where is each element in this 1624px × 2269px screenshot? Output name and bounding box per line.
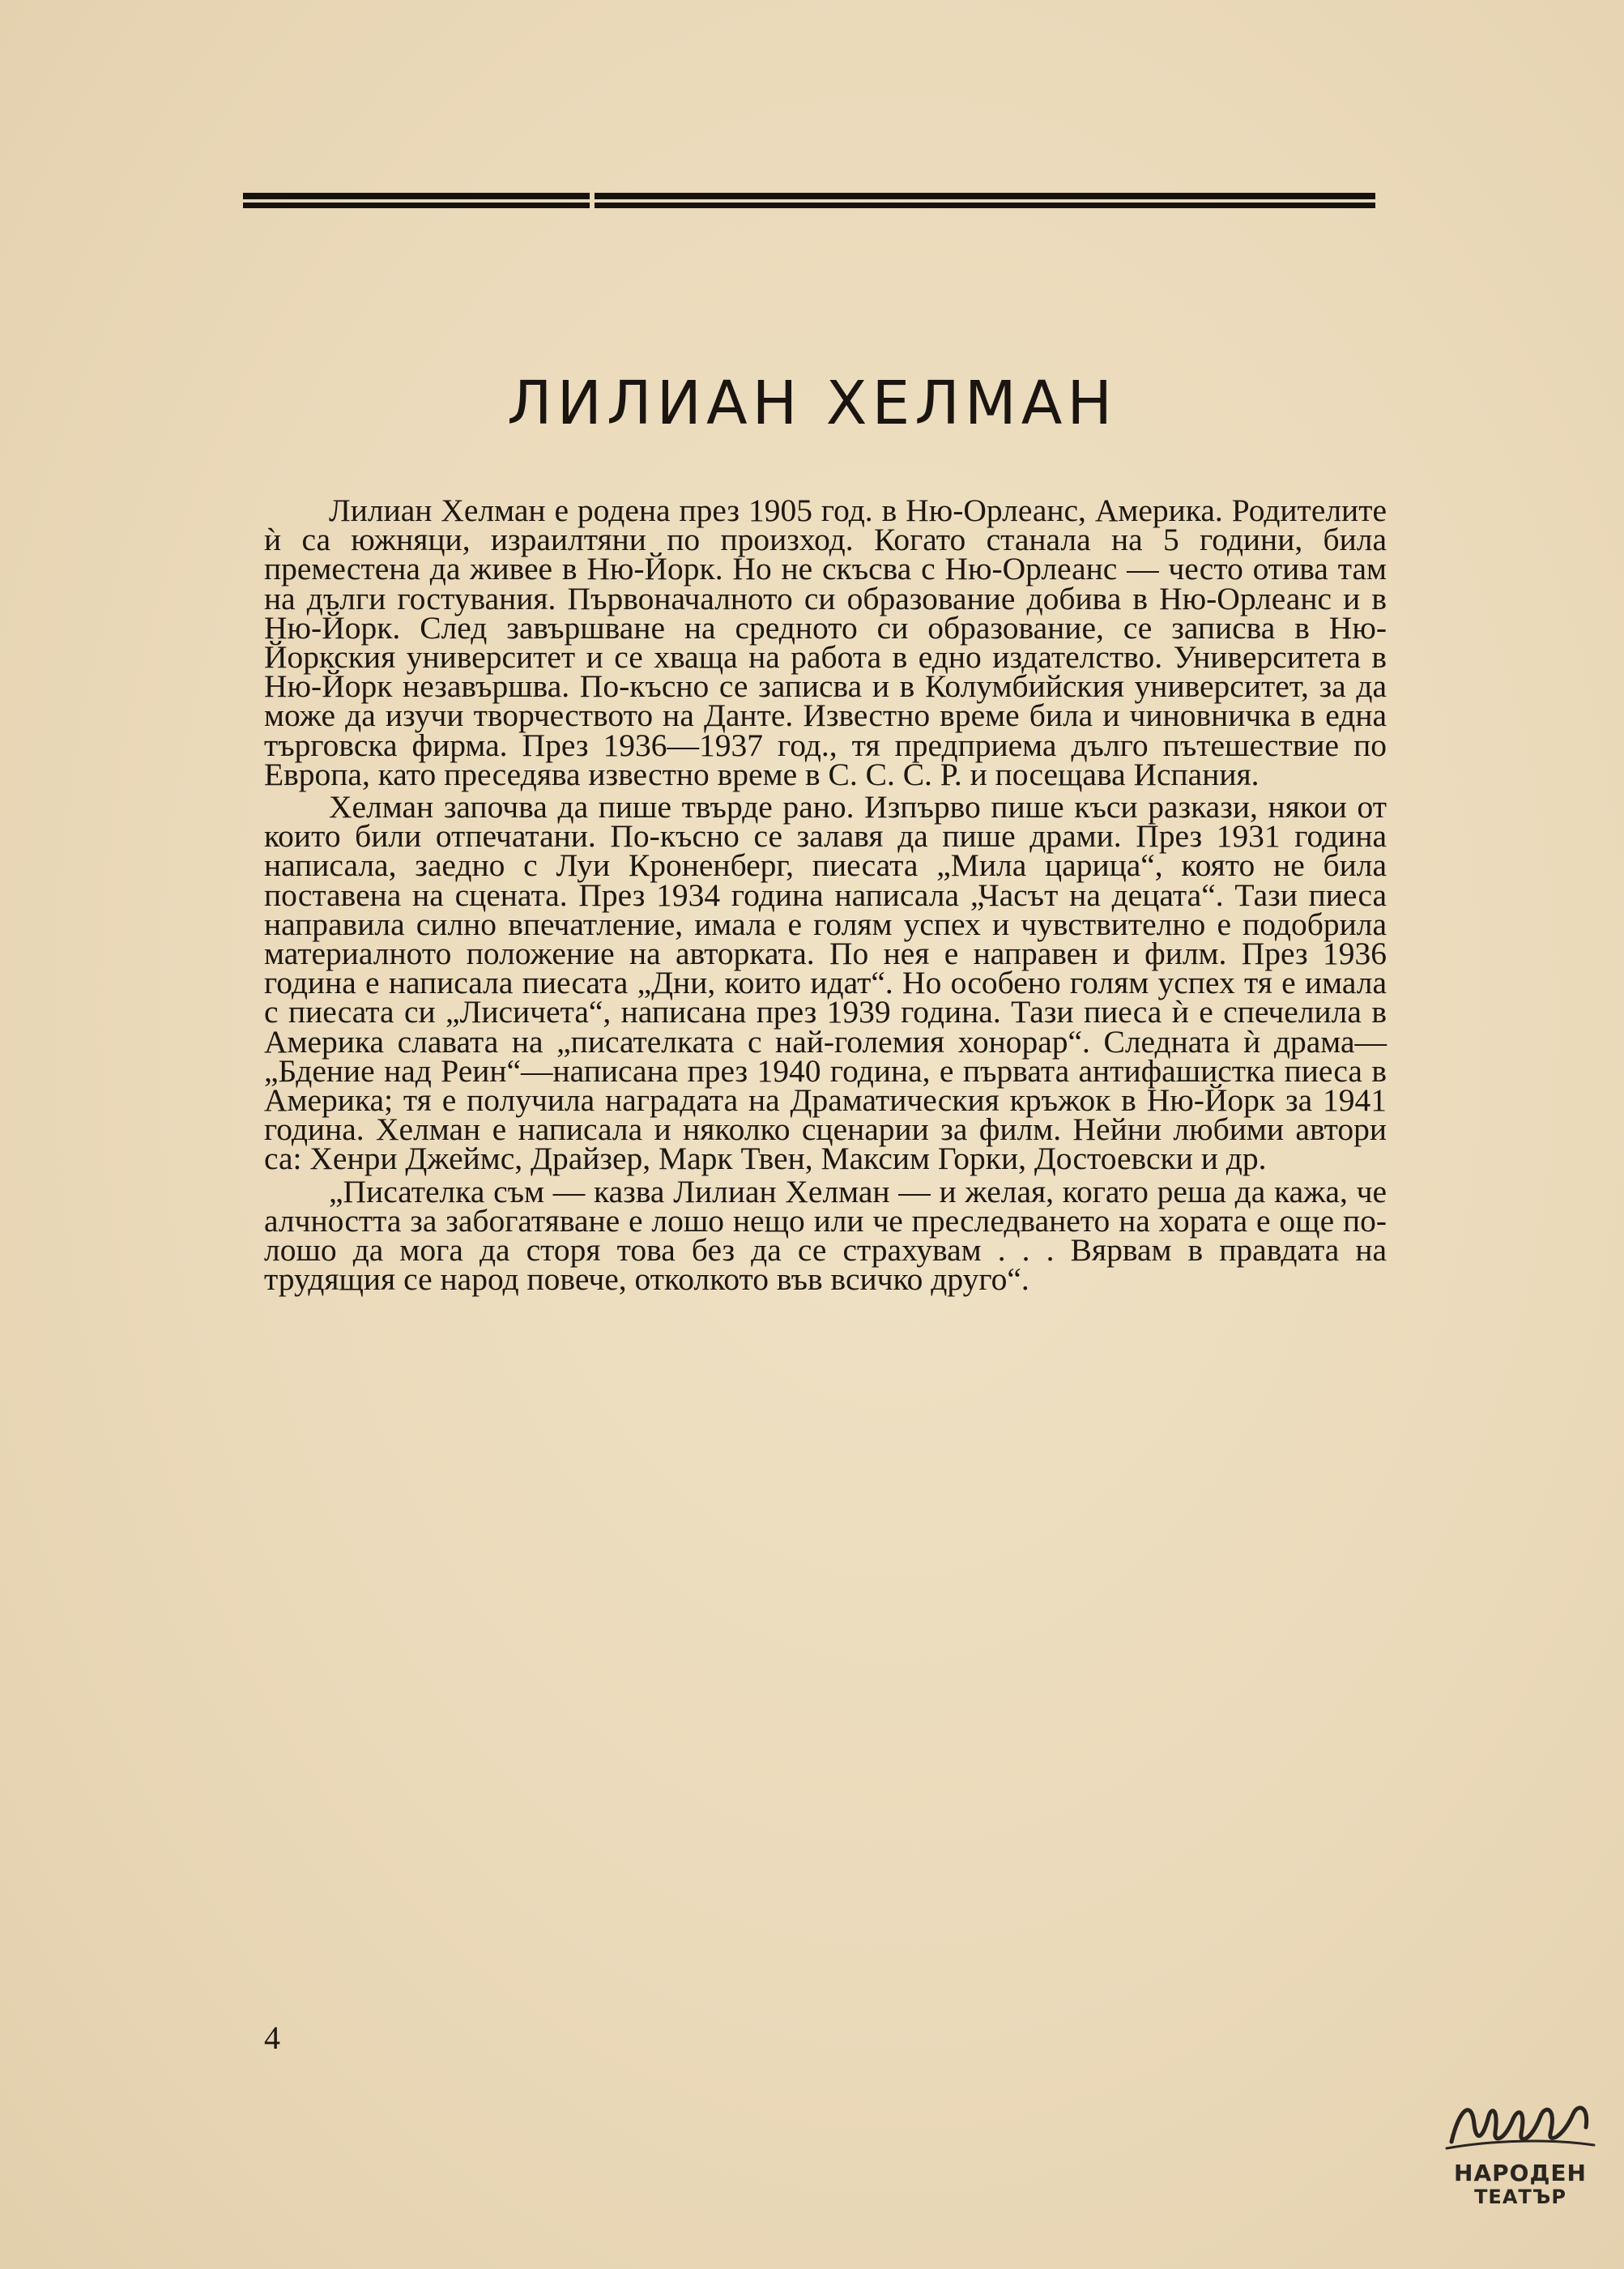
theatre-logo [1435, 2092, 1605, 2211]
header-rule-segment [243, 193, 590, 199]
paragraph-biography: Лилиан Хелман е родена през 1905 год. в Ню-Орлеанс, Америка. Родителите ѝ са южняци, израилтяни по произход. Когато станала на 5 години, била преместена да живее в Ню-Йорк. Но не скъсва с Ню-Орлеанс — често отива там на дълги гостувания. Първоначалното си образование добива в Ню-Орлеанс и в Ню-Йорк. След завършване на средното си образование, се записва в Ню-Йоркския университет и се хваща на работа в едно издателство. Университета в Ню-Йорк незавършва. По-късно се записва и в Колумбийския университет, за да може да изучи творчеството на Данте. Известно време била и чиновничка в една търговска фирма. През 1936—1937 год., тя предприема дълго пътешествие по Европа, като преседява известно време в С. С. С. Р. и посещава Испания. [264, 493, 1387, 792]
article-body [264, 493, 1387, 1298]
header-rule [243, 193, 1375, 209]
signature-icon [1435, 2092, 1605, 2160]
logo-text-line2: ТЕАТЪР [1474, 2186, 1566, 2208]
page-title: ЛИЛИАН ХЕЛМАН [507, 369, 1117, 438]
header-rule-segment [595, 203, 1375, 208]
header-rule-segment [595, 193, 1375, 199]
paragraph-works: Хелман започва да пише твърде рано. Изпърво пише къси разкази, някои от които били отпечатани. По-късно се залавя да пише драми. През 1931 година написала, заедно с Луи Кроненберг, пиесата „Мила царица“, която не била поставена на сцената. През 1934 година написала „Часът на децата“. Тази пиеса направила силно впечатление, имала е голям успех и чувствително е подобрила материалното положение на авторката. По нея е направен и филм. През 1936 година е написала пиесата „Дни, които идат“. Но особено голям успех тя е имала с пиесата си „Лисичета“, написана през 1939 година. Тази пиеса ѝ е спечелила в Америка славата на „писателката с най-големия хонорар“. Следната ѝ драма—„Бдение над Реин“—написана през 1940 година, е първата антифашистка пиеса в Америка; тя е получила наградата на Драматическия кръжок в Ню-Йорк за 1941 година. Хелман е написала и няколко сценарии за филм. Нейни любими автори са: Хенри Джеймс, Драйзер, Марк Твен, Максим Горки, Достоевски и др. [264, 789, 1387, 1177]
page-number: 4 [264, 2019, 280, 2056]
header-rule-segment [243, 203, 590, 208]
logo-text-line1: НАРОДЕН [1454, 2160, 1587, 2186]
paragraph-quote: „Писателка съм — казва Лилиан Хелман — и желая, когато реша да кажа, че алчността за забогатяване е лошо нещо или че преследването на хората е още по-лошо да мога да сторя това без да се страхувам . . . Вярвам в правдата на трудящия се народ повече, отколкото във всичко друго“. [264, 1173, 1387, 1298]
